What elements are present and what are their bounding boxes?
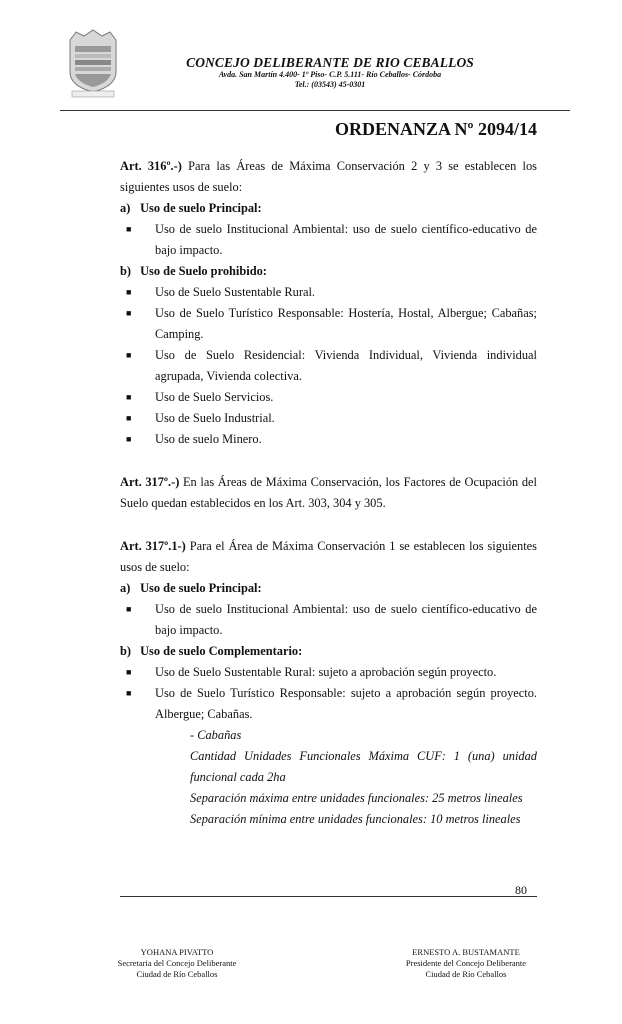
art317-1-b-item2-line2: Albergue; Cabañas. <box>155 707 253 721</box>
header-org-name: CONCEJO DELIBERANTE DE RIO CEBALLOS <box>186 55 474 70</box>
header-address: Avda. San Martín 4.400- 1º Piso- C.P. 5.111- Río Ceballos- Córdoba <box>218 70 442 79</box>
art317-line2: Suelo quedan establecidos en los Art. 303, 304 y 305. <box>120 496 386 510</box>
signature-right <box>366 947 566 980</box>
bullet: ■ <box>126 667 132 677</box>
art317-1-intro-line1: Art. 317º.1-) Para el Área de Máxima Conservación 1 se establecen los siguientes <box>120 539 537 553</box>
art316-b-item2-line1: Uso de Suelo Turístico Responsable: Hostería, Hostal, Albergue; Cabañas; <box>155 306 537 320</box>
art317-1-label: Art. 317º.1-) <box>120 539 186 553</box>
art316-b-item4: Uso de Suelo Servicios. <box>155 390 274 404</box>
bullet: ■ <box>126 350 132 360</box>
art317-1-b-item2-line1: Uso de Suelo Turístico Responsable: sujeto a aprobación según proyecto. <box>155 686 537 700</box>
art317-label: Art. 317º.-) <box>120 475 180 489</box>
bullet: ■ <box>126 413 132 423</box>
signature-left <box>77 947 277 980</box>
art316-a-item1-line1: Uso de suelo Institucional Ambiental: uso de suelo científico-educativo de <box>155 222 537 236</box>
art317-1-section-a: a) Uso de suelo Principal: <box>120 581 262 595</box>
art317-1-b-item1: Uso de Suelo Sustentable Rural: sujeto a aprobación según proyecto. <box>155 665 497 679</box>
signature-left-name: YOHANA PIVATTO <box>140 947 214 957</box>
signature-right-place: Ciudad de Río Ceballos <box>425 969 507 979</box>
art316-label: Art. 316º.-) <box>120 159 182 173</box>
bullet: ■ <box>126 434 132 444</box>
signature-right-name: ERNESTO A. BUSTAMANTE <box>412 947 520 957</box>
art317-1-a-item1-line2: bajo impacto. <box>155 623 223 637</box>
footer-divider <box>120 896 537 897</box>
art316-b-item5: Uso de Suelo Industrial. <box>155 411 275 425</box>
art316-b-item3-line2: agrupada, Vivienda colectiva. <box>155 369 302 383</box>
cabanas-subheading: - Cabañas <box>190 728 242 742</box>
document-title: ORDENANZA Nº 2094/14 <box>335 119 537 139</box>
signature-left-place: Ciudad de Río Ceballos <box>136 969 218 979</box>
bullet: ■ <box>126 604 132 614</box>
art317-line1: Art. 317º.-) En las Áreas de Máxima Conservación, los Factores de Ocupación del <box>120 475 537 489</box>
art316-section-a: a) Uso de suelo Principal: <box>120 201 262 215</box>
bullet: ■ <box>126 224 132 234</box>
cabanas-min-separation: Separación mínima entre unidades funcionales: 10 metros lineales <box>190 812 521 826</box>
art317-1-intro-line2: usos de suelo: <box>120 560 190 574</box>
bullet: ■ <box>126 287 132 297</box>
header-divider <box>60 110 570 111</box>
art316-a-item1-line2: bajo impacto. <box>155 243 223 257</box>
art316-b-item2-line2: Camping. <box>155 327 204 341</box>
bullet: ■ <box>126 308 132 318</box>
art317-1-section-b: b) Uso de suelo Complementario: <box>120 644 303 658</box>
bullet: ■ <box>126 392 132 402</box>
art316-intro-line2: siguientes usos de suelo: <box>120 180 243 194</box>
art316-b-item3-line1: Uso de Suelo Residencial: Vivienda Individual, Vivienda individual <box>155 348 537 362</box>
cabanas-cuf-line2: funcional cada 2ha <box>190 770 286 784</box>
art317-1-a-item1-line1: Uso de suelo Institucional Ambiental: uso de suelo científico-educativo de <box>155 602 537 616</box>
signature-right-role: Presidente del Concejo Deliberante <box>405 958 527 968</box>
art316-intro-line1: Art. 316º.-) Para las Áreas de Máxima Conservación 2 y 3 se establecen los <box>120 159 538 173</box>
art316-b-item1: Uso de Suelo Sustentable Rural. <box>155 285 316 299</box>
art316-b-item6: Uso de suelo Minero. <box>155 432 262 446</box>
municipal-seal <box>66 28 120 98</box>
art316-section-b: b) Uso de Suelo prohibido: <box>120 264 267 278</box>
bullet: ■ <box>126 688 132 698</box>
cabanas-cuf-line1: Cantidad Unidades Funcionales Máxima CUF: 1 (una) unidad <box>190 749 537 763</box>
page-number: 80 <box>515 883 527 897</box>
signature-left-role: Secretaria del Concejo Deliberante <box>117 958 237 968</box>
cabanas-max-separation: Separación máxima entre unidades funcionales: 25 metros lineales <box>190 791 523 805</box>
header-phone: Tel.: (03543) 45-0301 <box>294 80 366 89</box>
